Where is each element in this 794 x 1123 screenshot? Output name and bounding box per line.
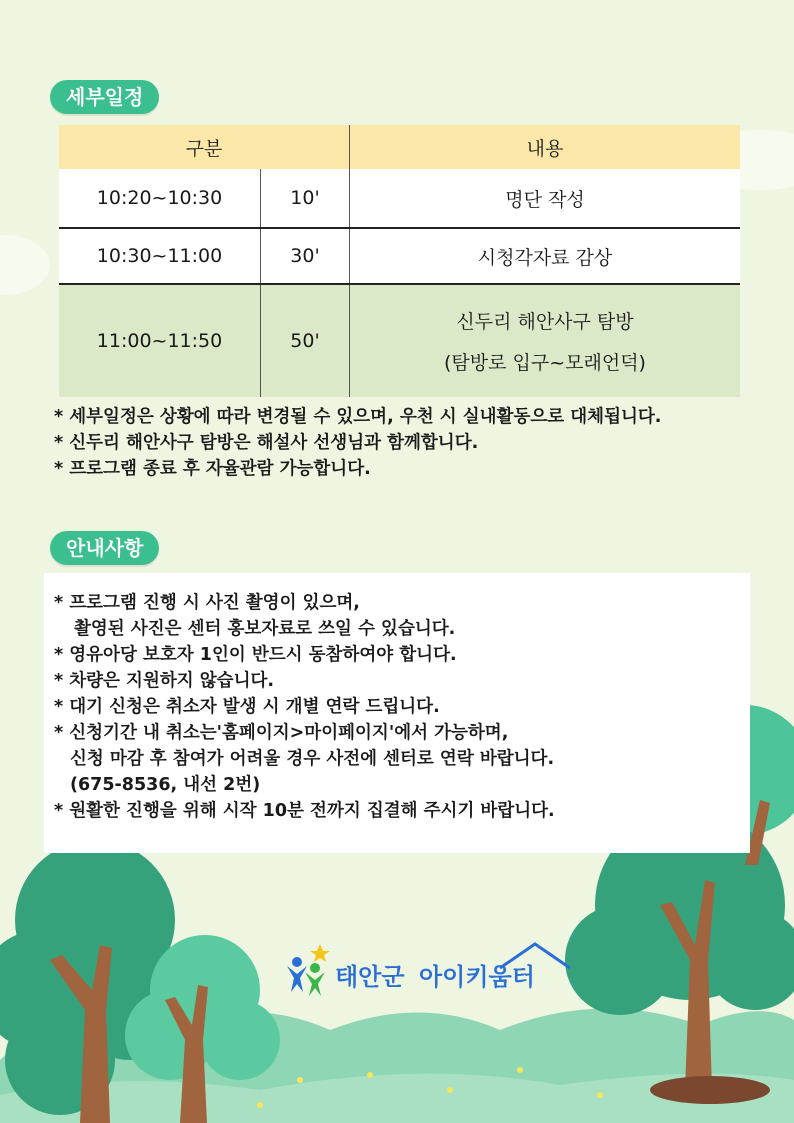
content-cell: 명단 작성 bbox=[350, 169, 741, 228]
info-line: (675-8536, 내선 2번) bbox=[70, 775, 261, 795]
content-line: 신두리 해안사구 탐방 bbox=[456, 311, 634, 333]
info-line: * 영유아당 보호자 1인이 반드시 동참하여야 합니다. bbox=[54, 645, 457, 665]
info-line: * 신청기간 내 취소는'홈페이지>마이페이지'에서 가능하며, bbox=[54, 723, 509, 743]
info-line: * 원활한 진행을 위해 시작 10분 전까지 집결해 주시기 바랍니다. bbox=[54, 801, 555, 821]
header-content: 내용 bbox=[350, 125, 741, 169]
info-line: 촬영된 사진은 센터 홍보자료로 쓰일 수 있습니다. bbox=[74, 619, 456, 639]
schedule-heading: 세부일정 bbox=[50, 80, 159, 114]
info-list bbox=[54, 590, 555, 824]
time-cell: 10:30~11:00 bbox=[59, 228, 261, 284]
header-category: 구분 bbox=[59, 125, 350, 169]
duration-cell: 30' bbox=[261, 228, 350, 284]
logo-mark bbox=[285, 940, 575, 1000]
content-line: (탐방로 입구~모래언덕) bbox=[444, 352, 646, 374]
time-cell: 11:00~11:50 bbox=[59, 284, 261, 397]
info-line: 신청 마감 후 참여가 어려울 경우 사전에 센터로 연락 바랍니다. bbox=[70, 749, 555, 769]
time-cell: 10:20~10:30 bbox=[59, 169, 261, 228]
center-logo bbox=[285, 940, 575, 1004]
duration-cell: 50' bbox=[261, 284, 350, 397]
info-line: * 대기 신청은 취소자 발생 시 개별 연락 드립니다. bbox=[54, 697, 440, 717]
note-line: * 세부일정은 상황에 따라 변경될 수 있으며, 우천 시 실내활동으로 대체됩니다. bbox=[54, 407, 662, 427]
info-line: * 프로그램 진행 시 사진 촬영이 있으며, bbox=[54, 593, 360, 613]
logo-text-region: 태안군 bbox=[335, 963, 405, 991]
note-line: * 신두리 해안사구 탐방은 해설사 선생님과 함께합니다. bbox=[54, 433, 479, 453]
info-line: * 차량은 지원하지 않습니다. bbox=[54, 671, 275, 691]
content-cell: 시청각자료 감상 bbox=[350, 228, 741, 284]
note-line: * 프로그램 종료 후 자율관람 가능합니다. bbox=[54, 459, 371, 479]
logo-text-name: 아이키움터 bbox=[419, 963, 535, 991]
info-heading: 안내사항 bbox=[50, 531, 159, 565]
duration-cell: 10' bbox=[261, 169, 350, 228]
